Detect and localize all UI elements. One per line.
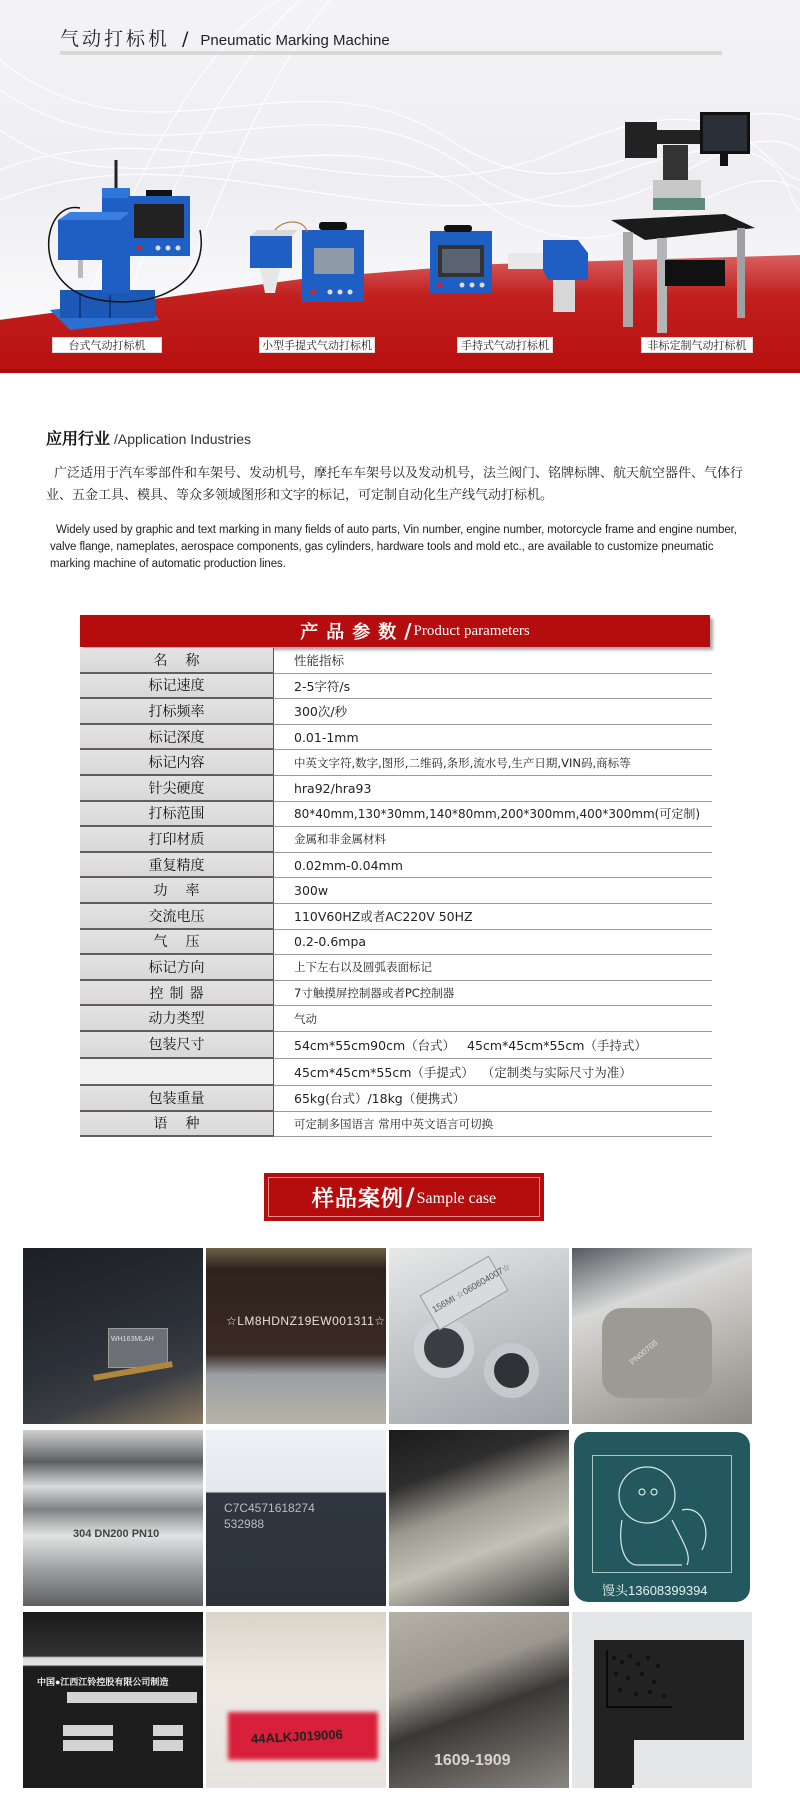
param-value: 300w bbox=[273, 878, 712, 904]
banner-divider bbox=[60, 51, 722, 55]
params-table bbox=[80, 648, 712, 1137]
param-label: 控制器 bbox=[80, 981, 273, 1007]
desktop-marking-machine-image bbox=[40, 160, 240, 330]
param-value: 中英文字符,数字,图形,二维码,条形,流水号,生产日期,VIN码,商标等 bbox=[273, 750, 712, 776]
sample-image-aluminum-part bbox=[389, 1248, 569, 1424]
param-label: 打标频率 bbox=[80, 699, 273, 725]
banner-title-cn: 气动打标机 bbox=[60, 28, 171, 50]
param-value: 65kg(台式）/18kg（便携式） bbox=[273, 1086, 712, 1112]
param-label: 标记速度 bbox=[80, 674, 273, 700]
params-row bbox=[80, 930, 712, 956]
sample-gallery bbox=[23, 1248, 771, 1788]
param-label: 动力类型 bbox=[80, 1006, 273, 1032]
sample-marking: 1609-1909 bbox=[434, 1752, 511, 1769]
sample-image-engine-casing bbox=[23, 1248, 203, 1424]
params-row bbox=[80, 750, 712, 776]
param-label: 标记深度 bbox=[80, 725, 273, 751]
sample-marking: PN00708 bbox=[628, 1338, 660, 1367]
banner-title bbox=[60, 24, 390, 51]
param-value: 0.01-1mm bbox=[273, 725, 712, 751]
product-caption-desktop: 台式气动打标机 bbox=[52, 337, 162, 353]
sample-marking: C7C4571618274 532988 bbox=[224, 1501, 315, 1531]
sample-marking: 馒头13608399394 bbox=[602, 1583, 708, 1598]
param-value: 上下左右以及圆弧表面标记 bbox=[273, 955, 712, 981]
params-row bbox=[80, 904, 712, 930]
param-label: 打标范围 bbox=[80, 802, 273, 828]
param-label: 重复精度 bbox=[80, 853, 273, 879]
params-row-header bbox=[80, 648, 712, 674]
param-label: 打印材质 bbox=[80, 827, 273, 853]
product-caption-portable: 小型手提式气动打标机 bbox=[259, 337, 375, 353]
sample-marking: WH163MLAH bbox=[111, 1336, 154, 1343]
sample-image-datamatrix-plate bbox=[572, 1612, 752, 1788]
param-value: 45cm*45cm*55cm（手提式） （定制类与实际尺寸为准） bbox=[273, 1059, 712, 1086]
params-row bbox=[80, 1032, 712, 1059]
params-row bbox=[80, 725, 712, 751]
product-caption-handheld: 手持式气动打标机 bbox=[457, 337, 553, 353]
param-value: 300次/秒 bbox=[273, 699, 712, 725]
params-section-header bbox=[80, 615, 710, 647]
params-header-cn: 产品参数 bbox=[300, 622, 405, 643]
param-label bbox=[80, 1059, 273, 1086]
sample-header-cn: 样品案例 bbox=[311, 1186, 404, 1212]
param-label: 针尖硬度 bbox=[80, 776, 273, 802]
params-row bbox=[80, 955, 712, 981]
banner-title-slash: / bbox=[182, 28, 189, 50]
params-row bbox=[80, 1086, 712, 1112]
sample-marking: ☆LM8HDNZ19EW001311☆ bbox=[226, 1314, 386, 1328]
params-row bbox=[80, 802, 712, 828]
application-title-cn: 应用行业 bbox=[46, 429, 111, 448]
sample-image-dog-nameplate bbox=[572, 1430, 752, 1606]
params-row bbox=[80, 776, 712, 802]
banner-shadow bbox=[0, 369, 800, 375]
sample-marking: 中国●江西江铃控股有限公司制造 bbox=[37, 1677, 169, 1687]
params-row bbox=[80, 853, 712, 879]
params-row bbox=[80, 981, 712, 1007]
datamatrix-code-icon bbox=[606, 1650, 672, 1708]
banner-title-en: Pneumatic Marking Machine bbox=[200, 32, 390, 49]
param-label: 包装尺寸 bbox=[80, 1032, 273, 1059]
handheld-marking-machine-image bbox=[428, 225, 598, 330]
sample-marking: 44ALKJ019006 bbox=[250, 1726, 344, 1747]
params-row bbox=[80, 1006, 712, 1032]
application-title-en: /Application Industries bbox=[114, 431, 251, 447]
sample-marking: 156MI ☆060604007☆ bbox=[430, 1261, 513, 1315]
sample-image-carburetor bbox=[572, 1248, 752, 1424]
application-description-cn: 广泛适用于汽车零部件和车架号、发动机号，摩托车车架号以及发动机号，法兰阀门、铭牌标牌、航天航空器件、气体行业、五金工具、模具、等众多领域图形和文字的标记，可定制自动化生产线气动打标机。 bbox=[46, 466, 744, 503]
param-label: 标记内容 bbox=[80, 750, 273, 776]
params-row bbox=[80, 674, 712, 700]
param-value: 性能指标 bbox=[273, 648, 712, 674]
portable-marking-machine-image bbox=[245, 218, 375, 318]
sample-marking: 304 DN200 PN10 bbox=[73, 1528, 160, 1540]
param-value: 0.2-0.6mpa bbox=[273, 930, 712, 956]
param-value: 80*40mm,130*30mm,140*80mm,200*300mm,400*300mm(可定制) bbox=[273, 802, 712, 828]
param-value: 金属和非金属材料 bbox=[273, 827, 712, 853]
param-label: 标记方向 bbox=[80, 955, 273, 981]
params-row bbox=[80, 699, 712, 725]
params-header-en: Product parameters bbox=[413, 622, 530, 639]
params-header-slash: / bbox=[404, 619, 412, 643]
param-label: 交流电压 bbox=[80, 904, 273, 930]
param-value: 110V60HZ或者AC220V 50HZ bbox=[273, 904, 712, 930]
sample-image-plastic-part bbox=[206, 1430, 386, 1606]
param-label: 名称 bbox=[80, 648, 273, 674]
sample-header-en: Sample case bbox=[416, 1190, 497, 1207]
param-value: 气动 bbox=[273, 1006, 712, 1032]
application-section-title bbox=[46, 426, 251, 449]
param-label: 语种 bbox=[80, 1112, 273, 1138]
param-label: 气压 bbox=[80, 930, 273, 956]
dog-engraving-icon bbox=[602, 1460, 722, 1570]
param-value: 7寸触摸屏控制器或者PC控制器 bbox=[273, 981, 712, 1007]
param-value: 0.02mm-0.04mm bbox=[273, 853, 712, 879]
params-row bbox=[80, 878, 712, 904]
param-value: 可定制多国语言 常用中英文语言可切换 bbox=[273, 1112, 712, 1138]
sample-image-gas-cylinder bbox=[206, 1612, 386, 1788]
param-label: 功率 bbox=[80, 878, 273, 904]
sample-image-cast-iron bbox=[389, 1612, 569, 1788]
params-row bbox=[80, 1112, 712, 1138]
params-row bbox=[80, 827, 712, 853]
sample-image-vehicle-nameplate bbox=[23, 1612, 203, 1788]
product-caption-custom: 非标定制气动打标机 bbox=[641, 337, 753, 353]
param-label: 包装重量 bbox=[80, 1086, 273, 1112]
sample-section-header bbox=[264, 1173, 544, 1221]
sample-header-slash: / bbox=[405, 1183, 415, 1211]
application-description-en: Widely used by graphic and text marking in many fields of auto parts, Vin number, engine number, motorcycle frame and engine number, valve flange, nameplates, aerospace components, gas cylinders, hardware tools and mold etc., are available to customize pneumatic marking machine of automatic production lines. bbox=[50, 524, 737, 570]
custom-marking-machine-image bbox=[605, 110, 770, 335]
sample-image-gearbox bbox=[389, 1430, 569, 1606]
param-value: 54cm*55cm90cm（台式） 45cm*45cm*55cm（手持式） bbox=[273, 1032, 712, 1059]
sample-image-vehicle-frame bbox=[206, 1248, 386, 1424]
product-banner bbox=[0, 0, 800, 375]
param-value: hra92/hra93 bbox=[273, 776, 712, 802]
params-row bbox=[80, 1059, 712, 1086]
sample-image-flange bbox=[23, 1430, 203, 1606]
sample-header-frame bbox=[268, 1177, 540, 1217]
param-value: 2-5字符/s bbox=[273, 674, 712, 700]
